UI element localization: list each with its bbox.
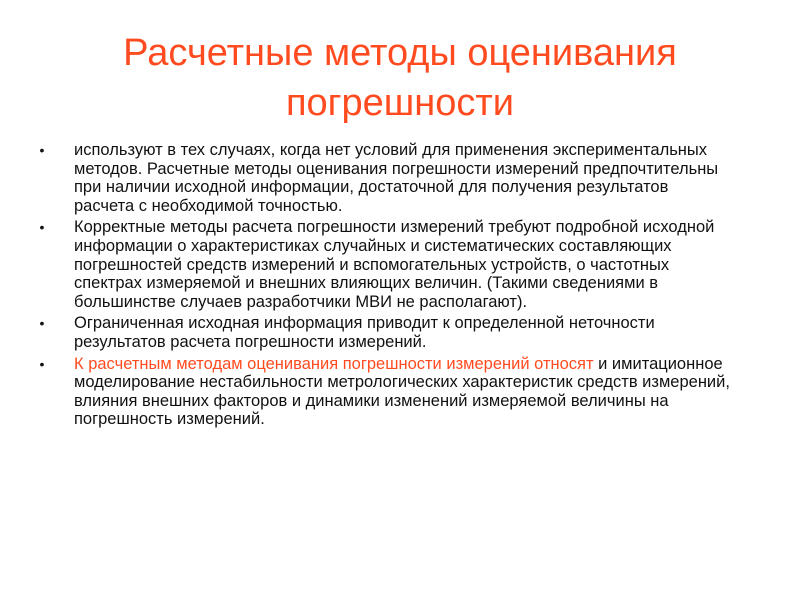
bullet-marker: • (39, 315, 45, 332)
bullet-text: Ограниченная исходная информация приводит к определенной неточности результатов расчета погрешности измерений. (74, 314, 655, 351)
bullet-item-2 (32, 218, 732, 311)
bullet-list (32, 141, 732, 432)
bullet-text: Корректные методы расчета погрешности измерений требуют подробной исходной информации о характеристиках случайных и систематических составляющих погрешностей средств измерений и вспомогательных устройств, о частотных спектрах измеряемой и внешних влияющих величин. (Такими сведениями в большинстве случаев разработчики МВИ не располагают). (74, 218, 715, 311)
bullet-text: используют в тех случаях, когда нет условий для применения экспериментальных методов. Расчетные методы оценивания погрешности измерений предпочтительны при наличии исходной информации, достаточной для получения результатов расчета с необходимой точностью. (74, 141, 719, 215)
bullet-item-3 (32, 314, 732, 351)
bullet-marker: • (39, 219, 45, 236)
bullet-text: и имитационное моделирование нестабильности метрологических характеристик средств измерений, влияния внешних факторов и динамики изменений измеряемой величины на погрешность измерений. (74, 354, 730, 429)
bullet-item-4 (32, 355, 732, 429)
bullet-highlight-text: К расчетным методам оценивания погрешности измерений относят (74, 354, 594, 373)
bullet-marker: • (39, 355, 45, 372)
bullet-marker: • (39, 142, 45, 158)
slide-title: Расчетные методы оценивания погрешности (123, 32, 677, 124)
bullet-item-1 (32, 141, 732, 215)
